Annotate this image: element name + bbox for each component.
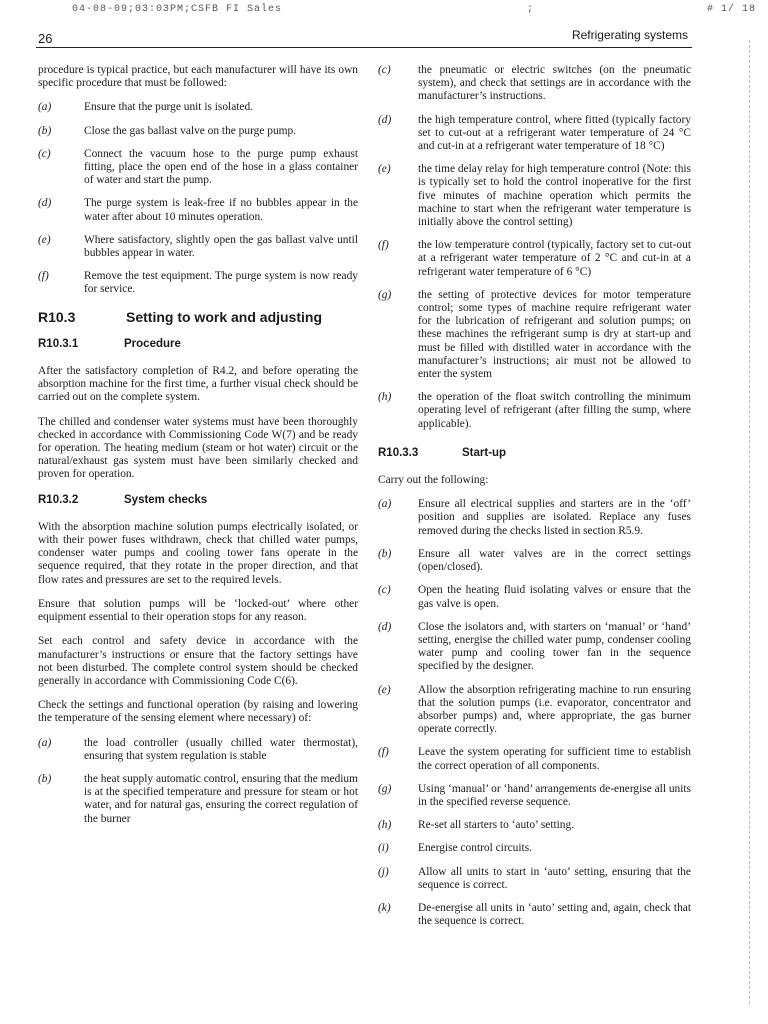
list-item-label: (b) [38,772,52,785]
right-column [378,64,691,938]
fax-header-left: 04-08-09;03:03PM;CSFB FI Sales [72,4,283,15]
fax-header [72,4,756,15]
carry-out-text: Carry out the following: [378,474,489,487]
list-item-label: (i) [378,842,389,855]
list-item-text: Close the gas ballast valve on the purge pump. [84,124,297,137]
subsection-heading-start-up [378,447,691,460]
list-item [38,101,358,114]
list-item-text: Ensure all electrical supplies and starters are in the ‘off’ position and supplies are isolated. Replace any fuses removed during the checks listed in section R5.9. [418,498,691,537]
list-item-label: (g) [378,782,392,795]
start-up-steps-list [378,498,691,928]
list-item-label: (b) [38,124,52,137]
list-item [38,737,358,763]
list-item [378,114,691,154]
list-item-text: Close the isolators and, with starters on ‘manual’ or ‘hand’ setting, energise the chilled water pump, condenser cooling water pump and cooling tower fan in the sequence specified by the designer. [418,620,691,673]
list-item-text: The purge system is leak-free if no bubbles appear in the water after about 10 minutes operation. [84,197,358,223]
list-item-label: (a) [38,736,52,749]
list-item-text: Remove the test equipment. The purge system is now ready for service. [84,270,358,296]
list-item-text: Connect the vacuum hose to the purge pump exhaust fitting, place the open end of the hose in a glass container of water and start the pump. [84,147,358,187]
paragraph: The chilled and condenser water systems must have been thoroughly checked in accordance with Commissioning Code W(7) and be ready for operation. The heating medium (steam or hot water) circuit or the natural/exhaust gas system must have been similarly checked and proven for operation. [38,415,358,481]
section-number: R10.3 [38,308,76,325]
list-item-text: the operation of the float switch controlling the minimum operating level of refrigerant (after filling the sump, where applicable). [418,391,691,430]
subsection-number: R10.3.2 [38,493,79,506]
fax-header-mid: ; [527,4,535,15]
list-item [378,746,691,772]
intro-paragraph: procedure is typical practice, but each manufacturer will have its own specific procedure that must be followed: [38,64,358,90]
list-item [378,584,691,610]
list-item-text: Leave the system operating for sufficient time to establish the correct operation of all components. [418,746,691,772]
list-item-text: the heat supply automatic control, ensuring that the medium is at the specified temperature and pressure for steam or hot water, and for natural gas, ensuring the correct regulation of the burner [84,772,358,825]
list-item [378,684,691,737]
list-item-label: (c) [38,147,51,160]
paragraph: Ensure that solution pumps will be ‘locked-out’ where other equipment essential to their operation stops for any reason. [38,597,358,624]
paragraph: After the satisfactory completion of R4.2, and before operating the absorption machine for the first time, a further visual check should be carried out on the complete system. [38,365,358,404]
subsection-title: Start-up [462,446,507,459]
list-item [378,819,691,832]
list-item [378,842,691,855]
list-item-label: (d) [378,620,392,633]
list-item-label: (d) [378,113,392,126]
list-item-text: Ensure that the purge unit is isolated. [84,101,254,114]
subsection-number: R10.3.1 [38,337,79,350]
list-item [378,163,691,229]
list-item-label: (k) [378,901,391,914]
list-item-label: (g) [378,288,392,301]
section-heading [38,308,358,325]
list-item-label: (e) [38,233,51,246]
list-item-label: (h) [378,819,392,832]
list-item-text: Allow the absorption refrigerating machine to run ensuring that the solution pumps (i.e. evaporator, concentrator and absorber pumps) and, where appropriate, the gas burner operate correctly. [418,683,691,736]
list-item-text: the high temperature control, where fitted (typically factory set to cut-out at a refrigerant water temperature of 24 °C and cut-in at a refrigerant water temperature of 18 °C) [418,113,691,153]
list-item-label: (a) [378,498,392,511]
list-item [378,621,691,674]
list-item [378,902,691,928]
list-item-text: the pneumatic or electric switches (on the pneumatic system), and check that settings are in accordance with the manufacturer’s instructions. [418,64,691,103]
list-item [378,498,691,538]
list-item [378,289,691,381]
subsection-heading-system-checks [38,494,358,507]
page-number: 26 [38,31,53,46]
list-item [38,197,358,223]
list-item [378,239,691,279]
subsection-title: Procedure [124,337,181,350]
list-item [38,125,358,138]
list-item-label: (a) [38,101,52,114]
list-item [38,234,358,260]
list-item-text: Ensure all water valves are in the correct settings (open/closed). [418,547,691,574]
list-item-label: (h) [378,391,392,404]
list-item-label: (c) [378,584,391,597]
list-item-text: the time delay relay for high temperature control (Note: this is typically set to hold the control inoperative for the first five minutes of machine operation which permits the machine to start when the refrigerant water temperature is initially above the control setting) [418,163,691,229]
list-item-label: (d) [38,197,52,210]
paragraph: With the absorption machine solution pumps electrically isolated, or with their power fuses withdrawn, check that chilled water pumps, condenser water pumps and cooling tower fans operate in the sequence required, that they rotate in the proper direction, and that flow rates and pressures are set to the required levels. [38,520,358,586]
list-item-text: Re-set all starters to ‘auto’ setting. [418,819,575,832]
paragraph: Set each control and safety device in accordance with the manufacturer’s instructions or ensure that the factory settings have not been disturbed. The complete control system should be checked generally in accordance with Commissioning Code C(6). [38,635,358,687]
list-item-label: (f) [378,746,389,759]
list-item-label: (c) [378,64,391,76]
settings-check-list [38,737,358,826]
list-item-text: Energise control circuits. [418,842,532,855]
list-item [378,866,691,892]
paragraph: Check the settings and functional operation (by raising and lowering the temperature of the sensing element where necessary) of: [38,699,358,725]
list-item-label: (b) [378,547,392,560]
list-item [38,773,358,826]
list-item-text: Allow all units to start in ‘auto’ setting, ensuring that the sequence is correct. [418,865,691,891]
list-item [38,270,358,296]
list-item-text: the low temperature control (typically, factory set to cut-out at a refrigerant water temperature of 2 °C and cut-in at a refrigerant water temperature of 6 °C) [418,239,691,278]
list-item [378,64,691,104]
list-item-text: the load controller (usually chilled water thermostat), ensuring that system regulation is stable [84,736,358,762]
list-item-label: (f) [378,239,389,252]
purge-steps-list [38,101,358,296]
settings-check-list-continued [378,64,691,431]
list-item-text: Where satisfactory, slightly open the gas ballast valve until bubbles appear in water. [84,233,358,260]
scan-edge [749,40,750,1004]
list-item-label: (j) [378,865,389,878]
list-item-label: (e) [378,163,391,176]
list-item [378,548,691,574]
list-item-text: Using ‘manual’ or ‘hand’ arrangements de-energise all units in the specified reverse sequence. [418,782,691,808]
list-item-text: the setting of protective devices for motor temperature control; some types of machine require refrigerant water for the lubrication of refrigerant and solution pumps; on these machines the refrigerant sump is dry at start-up and must be filled with distilled water in accordance with the manufacturer’s instructions; air must not be allowed to enter the system [418,288,691,381]
list-item-text: Open the heating fluid isolating valves or ensure that the gas valve is open. [418,584,691,610]
list-item-label: (e) [378,683,391,696]
list-item-label: (f) [38,270,49,283]
running-head: Refrigerating systems [571,28,688,42]
list-item-text: De-energise all units in ‘auto’ setting and, again, check that the sequence is correct. [418,901,691,928]
subsection-heading-procedure [38,338,358,351]
list-item [378,391,691,431]
subsection-title: System checks [124,493,208,506]
section-title: Setting to work and adjusting [126,308,322,325]
list-item [38,148,358,188]
fax-header-right: # 1/ 18 [706,4,756,15]
subsection-number: R10.3.3 [378,446,419,459]
list-item [378,783,691,809]
header-rule [36,47,692,48]
left-column [38,64,358,836]
